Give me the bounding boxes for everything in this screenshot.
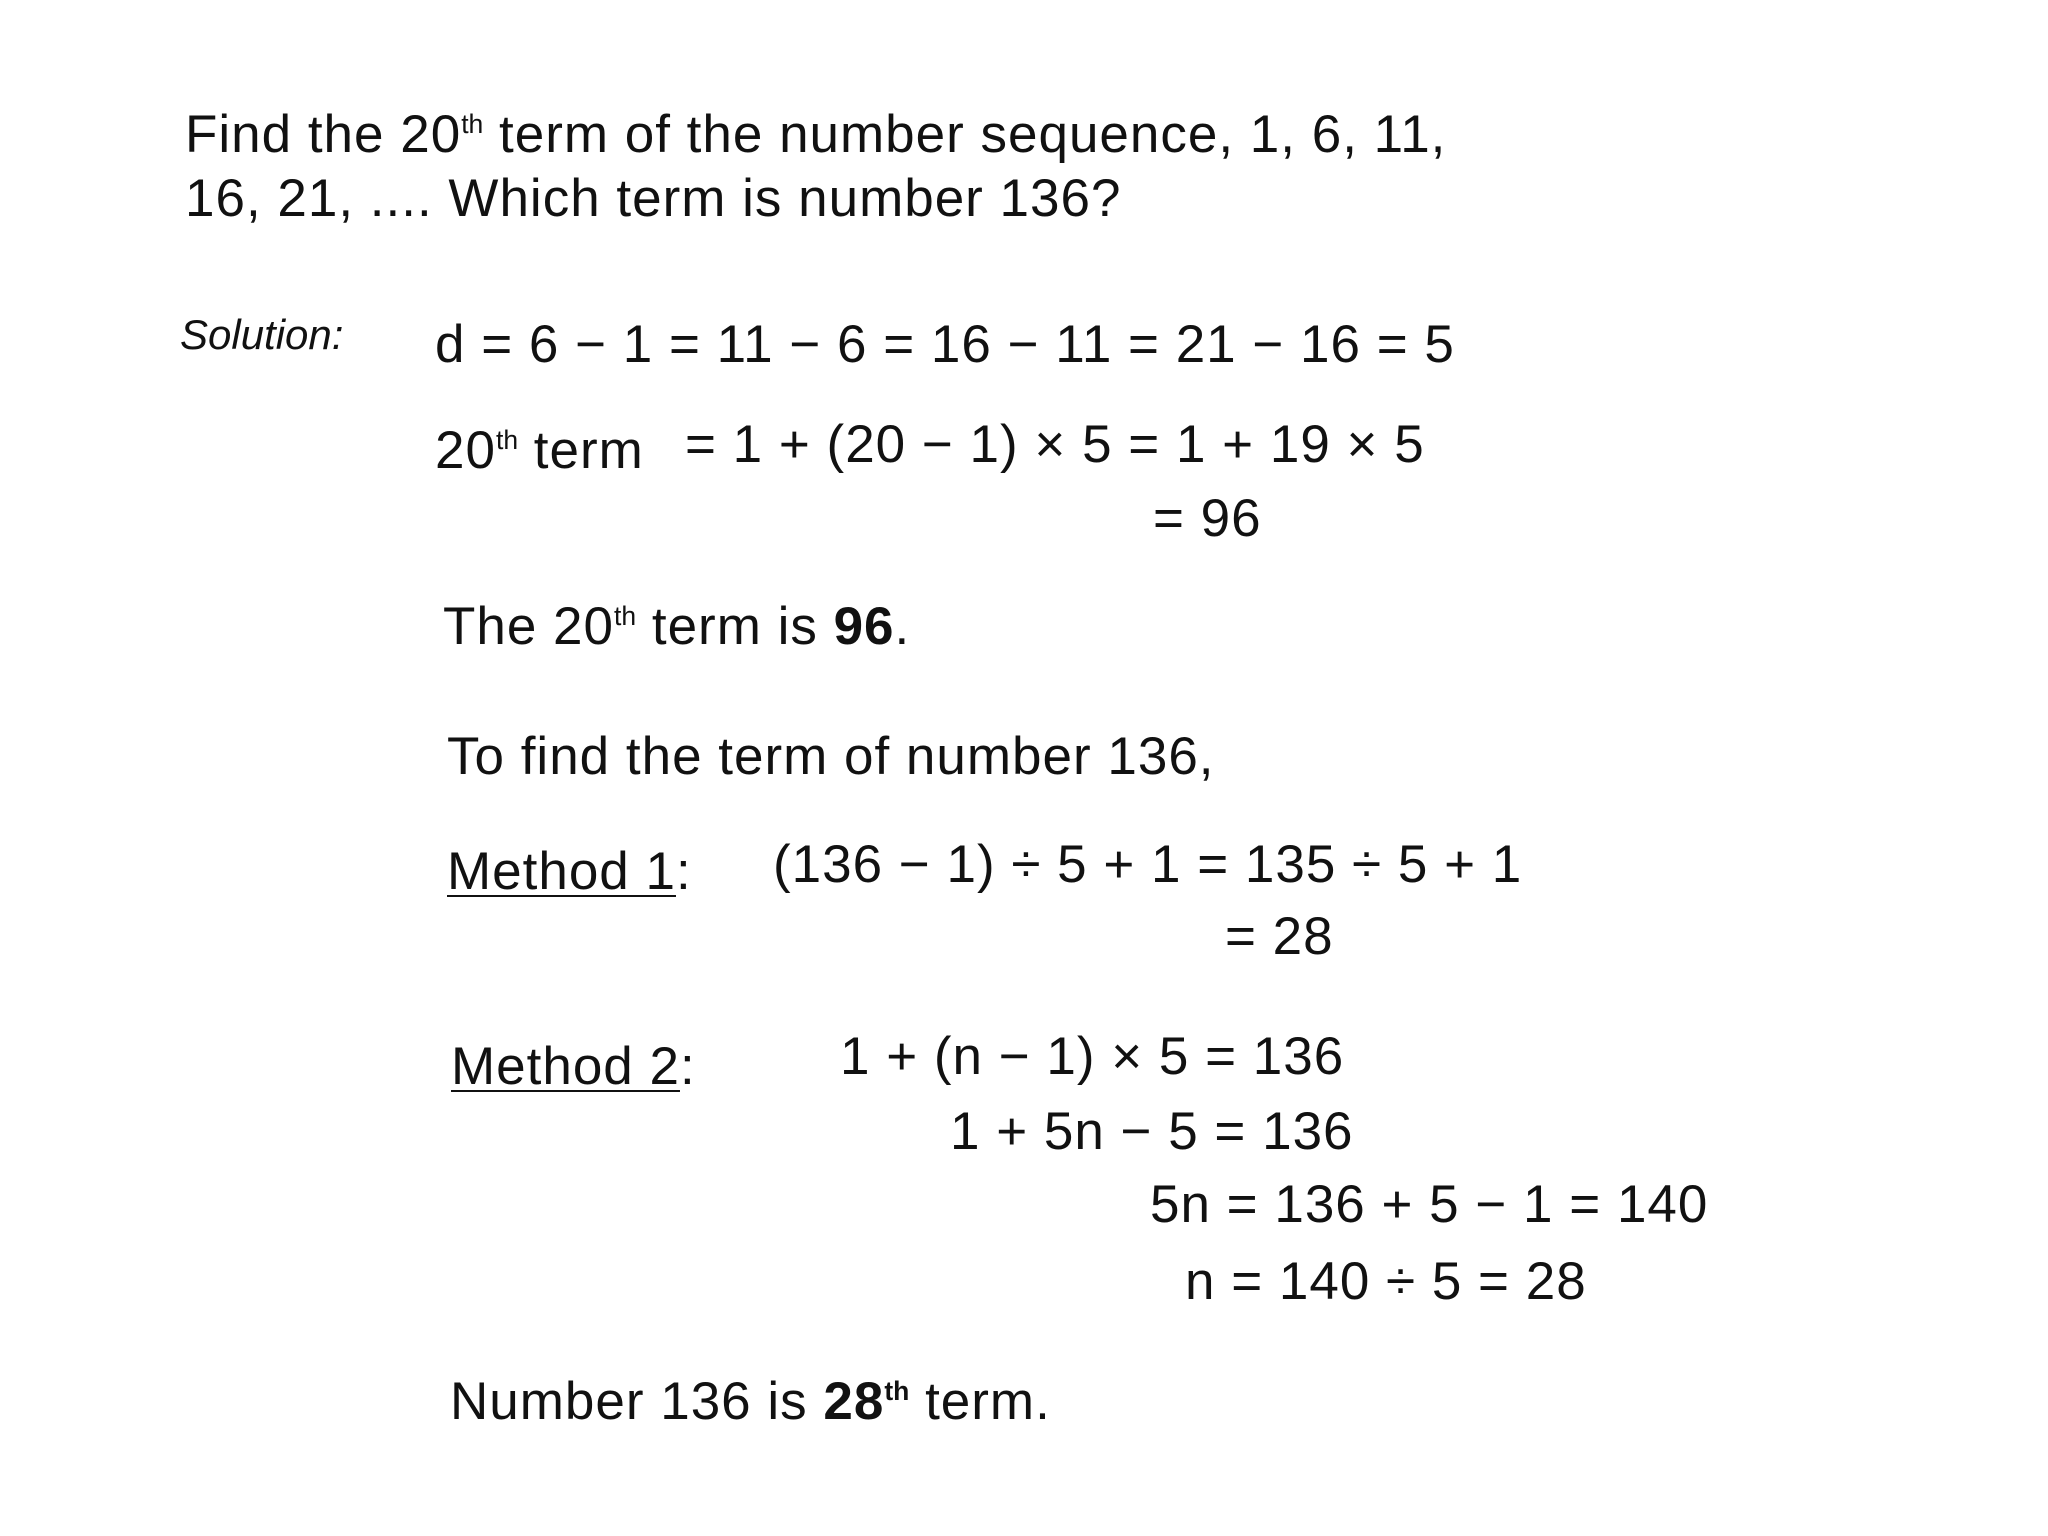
- term20-result: [1153, 489, 1262, 548]
- problem-text: term of the number sequence, 1, 6, 11,: [483, 105, 1447, 164]
- term20-result-value: = 96: [1153, 489, 1262, 548]
- answer-text: term.: [909, 1372, 1051, 1431]
- superscript: th: [884, 1375, 910, 1406]
- solution-label-text: Solution:: [180, 311, 344, 358]
- term-number: 20: [435, 421, 496, 480]
- method-1-step-1: [773, 835, 1523, 894]
- term20-equation: = 1 + (20 − 1) × 5 = 1 + 19 × 5: [685, 415, 1425, 474]
- difference-equation: d = 6 − 1 = 11 − 6 = 16 − 11 = 21 − 16 = 5: [435, 315, 1455, 374]
- solution-label: [180, 311, 344, 358]
- colon: :: [675, 842, 692, 901]
- problem-text: Find the 20: [185, 105, 462, 164]
- method-2-step-3: [1150, 1175, 1709, 1234]
- method-2-step-2: [950, 1102, 1354, 1161]
- intro-line: [447, 727, 1215, 786]
- term-word: term: [518, 421, 644, 480]
- answer-value: 96: [833, 597, 895, 656]
- method-2-equation: 1 + 5n − 5 = 136: [950, 1102, 1354, 1161]
- method-2-heading: Method 2: [451, 1037, 680, 1096]
- intro-text: To find the term of number 136,: [447, 727, 1215, 786]
- answer-value: 28: [823, 1372, 885, 1431]
- method-2-equation: 5n = 136 + 5 − 1 = 140: [1150, 1175, 1709, 1234]
- answer-text: .: [894, 597, 911, 656]
- term20-rhs: [685, 415, 1425, 474]
- answer-text: The 20: [443, 597, 615, 656]
- superscript: th: [495, 424, 519, 455]
- problem-text: 16, 21, .... Which term is number 136?: [185, 169, 1122, 228]
- method-2-label: [451, 1037, 696, 1096]
- method-2-equation: n = 140 ÷ 5 = 28: [1185, 1252, 1587, 1311]
- colon: :: [679, 1037, 696, 1096]
- superscript: th: [461, 108, 484, 139]
- problem-line-2: [185, 169, 1122, 228]
- term20-lhs: [435, 421, 644, 480]
- method-2-equation: 1 + (n − 1) × 5 = 136: [840, 1027, 1345, 1086]
- answer-1: [443, 597, 911, 656]
- method-1-result: = 28: [1225, 907, 1334, 966]
- difference-line: [435, 315, 1455, 374]
- answer-text: Number 136 is: [450, 1372, 824, 1431]
- method-1-heading: Method 1: [447, 842, 676, 901]
- method-2-step-4: [1185, 1252, 1587, 1311]
- method-2-step-1: [840, 1027, 1345, 1086]
- superscript: th: [614, 600, 637, 631]
- method-1-label: [447, 842, 692, 901]
- problem-line-1: [185, 105, 1447, 164]
- method-1-step-2: [1225, 907, 1334, 966]
- answer-2: [450, 1372, 1051, 1431]
- method-1-equation: (136 − 1) ÷ 5 + 1 = 135 ÷ 5 + 1: [773, 835, 1523, 894]
- answer-text: term is: [636, 597, 834, 656]
